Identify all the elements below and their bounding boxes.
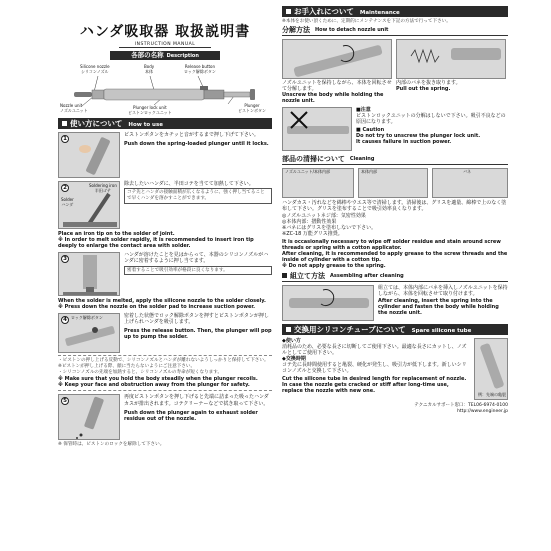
cleaning-label-spring: バネ [463, 169, 471, 175]
label-silicone-nozzle: Silicone nozzle シリコンノズル [80, 64, 110, 74]
step-3-text-jp: ハンダが溶けたことを見はからって、本器のシリコンノズルがハンダに密着するように押し当てます。 [124, 252, 269, 265]
step-5-text-jp: 再度ピストンボタンを押し下げると先端に詰まった吸ったハンダカスが排出されます。コテクリーナーなどで拭き取って下さい。 [124, 394, 269, 407]
assembly-title-en: Assembling after cleaning [330, 272, 404, 279]
spare-usage-heading: ◆使い方 [282, 337, 301, 344]
maintenance-title-jp: お手入れについて [294, 7, 354, 16]
parts-header [110, 51, 220, 60]
howto-header [58, 118, 272, 129]
step-2-image [58, 181, 120, 229]
spare-block [282, 338, 508, 400]
step-4-number: 4 [61, 316, 69, 324]
spare-title-jp: 交換用シリコンチューブについて [294, 324, 406, 334]
label-release-button: Release button ロック解除ボタン [184, 64, 216, 74]
caution-image [282, 107, 352, 151]
step-4-warning-en-2: ※ Keep your face and obstruction away from the plunger for safety. [58, 382, 250, 389]
step-2-text-jp: 除去したいハンダに、半田コテを当てて加熱して下さい。 [124, 181, 254, 188]
step-5 [58, 394, 272, 440]
howto-title-en: How to use [128, 122, 163, 129]
assembly-image [282, 285, 374, 321]
step-1-text-en: Push down the spring-loaded plunger until it locks. [124, 141, 269, 148]
cleaning-text-jp-3: ◎本体内部：摺動性効果 [282, 218, 337, 225]
caution-title-en: ■ Caution [356, 126, 385, 133]
storage-note: ※ 保管時は、ピストンのロックを解除して下さい。 [58, 442, 165, 448]
caution-text-jp: ピストンロックユニットの分解はしないで下さい。吸引不良などの原因になります。 [356, 113, 506, 126]
cleaning-text-jp-2: ◎ノズルユニットネジ部：気密性効果 [282, 212, 366, 219]
cleaning-label-nozzle: ノズルユニット/本体内部 [285, 169, 331, 175]
disassembly-left-jp: ノズルユニットを保持しながら、本体を回転させて分解します。 [282, 79, 392, 92]
step-5-image [58, 394, 120, 440]
page-subtitle: INSTRUCTION MANUAL [119, 42, 211, 48]
parts-diagram [58, 62, 272, 118]
spare-text-en: Cut the silicone tube in desired length for replacement of nozzle. In case the nozzle gets cracked or stiff after long-time use, replace the nozzle with new one. [282, 375, 467, 394]
label-body: Body 本体 [144, 64, 155, 74]
cleaning-images [282, 168, 508, 198]
step-1-number: 1 [61, 135, 69, 143]
assembly-title-jp: 組立て方法 [290, 271, 325, 280]
step-1-image [58, 132, 120, 178]
step-4-warning-jp-1: ・ピストンの押し上げる反動で、シリコンノズルとハンダが離れないようしっかりと保持して下さい。 [58, 358, 269, 364]
parts-title-en: Description [166, 53, 199, 60]
disassembly-right-jp: 内部のバネを抜き取ります。 [396, 79, 461, 86]
cleaning-title-en: Cleaning [349, 156, 375, 163]
step-3-number: 3 [61, 255, 69, 263]
assembly-header [282, 271, 508, 282]
step-2-iron-label: Soldering iron 半田ゴテ [89, 183, 117, 193]
cleaning-image-nozzle [282, 168, 354, 198]
cleaning-title-jp: 部品の清掃について [282, 155, 345, 164]
step-4-release-label: ロック解除ボタン [71, 315, 103, 321]
step-4-image [58, 313, 120, 353]
step-5-text-en: Push down the plunger again to exhaust solder residue out of the nozzle. [124, 409, 258, 422]
step-2-tip-en: ※ In order to melt solder rapidly, it is recommended to insert iron tip deeply to enlarge the contact area with solder. [58, 237, 254, 250]
step-3-tip-en: ※ Press down the nozzle on the solder pad to increase suction power. [58, 304, 256, 311]
step-1-text-jp: ピストンボタンをカチッと音がするまで押し下げて下さい。 [124, 132, 259, 139]
step-4-warning-jp-2: ・シリコンノズルの先端を加熱すると、シリコンノズルの寿命が短くなります。 [58, 369, 223, 375]
label-plunger: Plunger ピストンボタン [238, 103, 266, 113]
step-4-warning-jp-1b: ※ピストンが押し上げる際、顔に当たらないようにご注意下さい。 [58, 363, 196, 369]
step-3 [58, 252, 272, 296]
step-2-number: 2 [61, 184, 69, 192]
cleaning-text-jp: ハンダカス・汚れなどを綿棒やウエス等で清掃します。清掃後は、グリスを適量、綿棒で上のなく塗布して下さい。グリスを塗布することで吸引効率良くなります。 [282, 200, 507, 213]
cleaning-image-body [358, 168, 428, 198]
cleaning-text-en-3: ※ Do not apply grease to the spring. [282, 262, 386, 269]
spare-replace-text: コテ先に長時間使用すると亀裂、硬化が発生し、吸引力が低下します。新しいシリコンノズルと交換して下さい。 [282, 362, 467, 375]
howto-title-jp: 使い方について [70, 119, 123, 129]
disassembly-left-en: Unscrew the body while holding the nozzle unit. [282, 92, 384, 105]
disassembly-right-en: Pull out the spring. [396, 85, 451, 92]
caution-text-en: Do not try to unscrew the plunger lock unit. [356, 132, 481, 139]
cleaning-text-en: It is occasionally necessary to wipe off solder residue and stain around screw threads or spring with a cotton applicator. [282, 238, 501, 251]
assembly-text-jp: 組立ては、本体内部にバネを挿入しノズルユニットを保持しながら、本体を回転させて取り付けます。 [378, 284, 508, 297]
maintenance-intro: ※本体をお使い頂くために、定期的にメンテナンスを下記の方法で行って下さい。 [282, 19, 451, 24]
website-url[interactable]: http://www.engineer.jp [457, 408, 508, 414]
spare-image [474, 338, 508, 400]
caution-block [282, 107, 508, 151]
disassembly-title-en: How to detach nozzle unit [315, 26, 389, 33]
assembly-block [282, 285, 508, 321]
step-4-text-jp: 密着した状態でロック解除ボタンを押すとピストンボタンが押し上げられハンダを吸引します。 [124, 313, 269, 326]
parts-title-jp: 各部の名称 [131, 51, 164, 60]
maintenance-title-en: Maintenance [359, 10, 400, 16]
spare-header [282, 324, 508, 335]
left-column [58, 6, 272, 448]
cleaning-text-jp-4: ※バネにはグリスを塗布しないで下さい。 [282, 225, 377, 232]
spare-title-en: Spare silicone tube [411, 327, 472, 334]
disassembly-image-right [396, 39, 506, 79]
cleaning-text-en-2: After cleaning, it is recommended to apply grease to the screw threads and the inside of cylinder with a cotton tip. [282, 250, 508, 263]
label-plunger-lock-unit: Plunger lock unit ピストンロックユニット [128, 105, 172, 115]
step-3-text-en: When the solder is melted, apply the silicone nozzle to the solder closely. [58, 298, 266, 305]
disassembly-title-jp: 分解方法 [282, 25, 310, 34]
maintenance-header [282, 6, 508, 17]
step-2 [58, 181, 272, 229]
disassembly-images [282, 39, 508, 79]
caution-text-en-2: It causes failure in suction power. [356, 138, 452, 145]
step-2-text-en: Place an iron tip on to the solder of joint. [58, 231, 175, 238]
step-1 [58, 132, 272, 178]
step-2-solder-label: Solder ハンダ [61, 197, 74, 207]
cleaning-label-body: 本体内部 [361, 169, 377, 175]
disassembly-texts [282, 80, 508, 105]
page-title: ハンダ吸取器 取扱説明書 [79, 24, 251, 40]
step-5-number: 5 [61, 397, 69, 405]
step-3-tip-jp: 密着することで吸引効率が格段に良くなります。 [124, 266, 272, 276]
caution-title-jp: ■注意 [356, 107, 371, 114]
label-nozzle-unit: Nozzle unit ノズルユニット [60, 103, 88, 113]
spare-example-label: 例：先端の亀裂 [478, 392, 506, 398]
step-3-image [58, 252, 120, 296]
support-phone: テクニカルサポート窓口：TEL06-6974-0100 [414, 402, 508, 408]
cleaning-text-jp-5: ※ZC-18 万能グリス推奨。 [282, 231, 343, 238]
step-4-warning-en-1: ※ Make sure that you hold the body steadily when the plunger recoils. [58, 376, 258, 383]
disassembly-image-left [282, 39, 392, 79]
assembly-text-en: After cleaning, insert the spring into the cylinder and fasten the body while holding the nozzle unit. [378, 298, 499, 317]
spare-replace-heading: ◆交換時期 [282, 356, 306, 363]
disassembly-header [282, 25, 508, 36]
step-4-text-en: Press the release button. Then, the plunger will pop up to pump the solder. [124, 327, 272, 340]
step-2-tip-jp: コテ先とハンダの接触面積が広くなるように、強く押し当てることで早くハンダを溶かすことができます。 [124, 188, 272, 203]
cleaning-header [282, 154, 508, 165]
right-column [282, 6, 508, 414]
step-4 [58, 313, 272, 353]
cleaning-image-spring [432, 168, 508, 198]
spare-usage-text: 消耗品のため、必要な長さに切断してご使用下さい。最適な長さにカットし、ノズルとしてご使用下さい。 [282, 343, 467, 356]
